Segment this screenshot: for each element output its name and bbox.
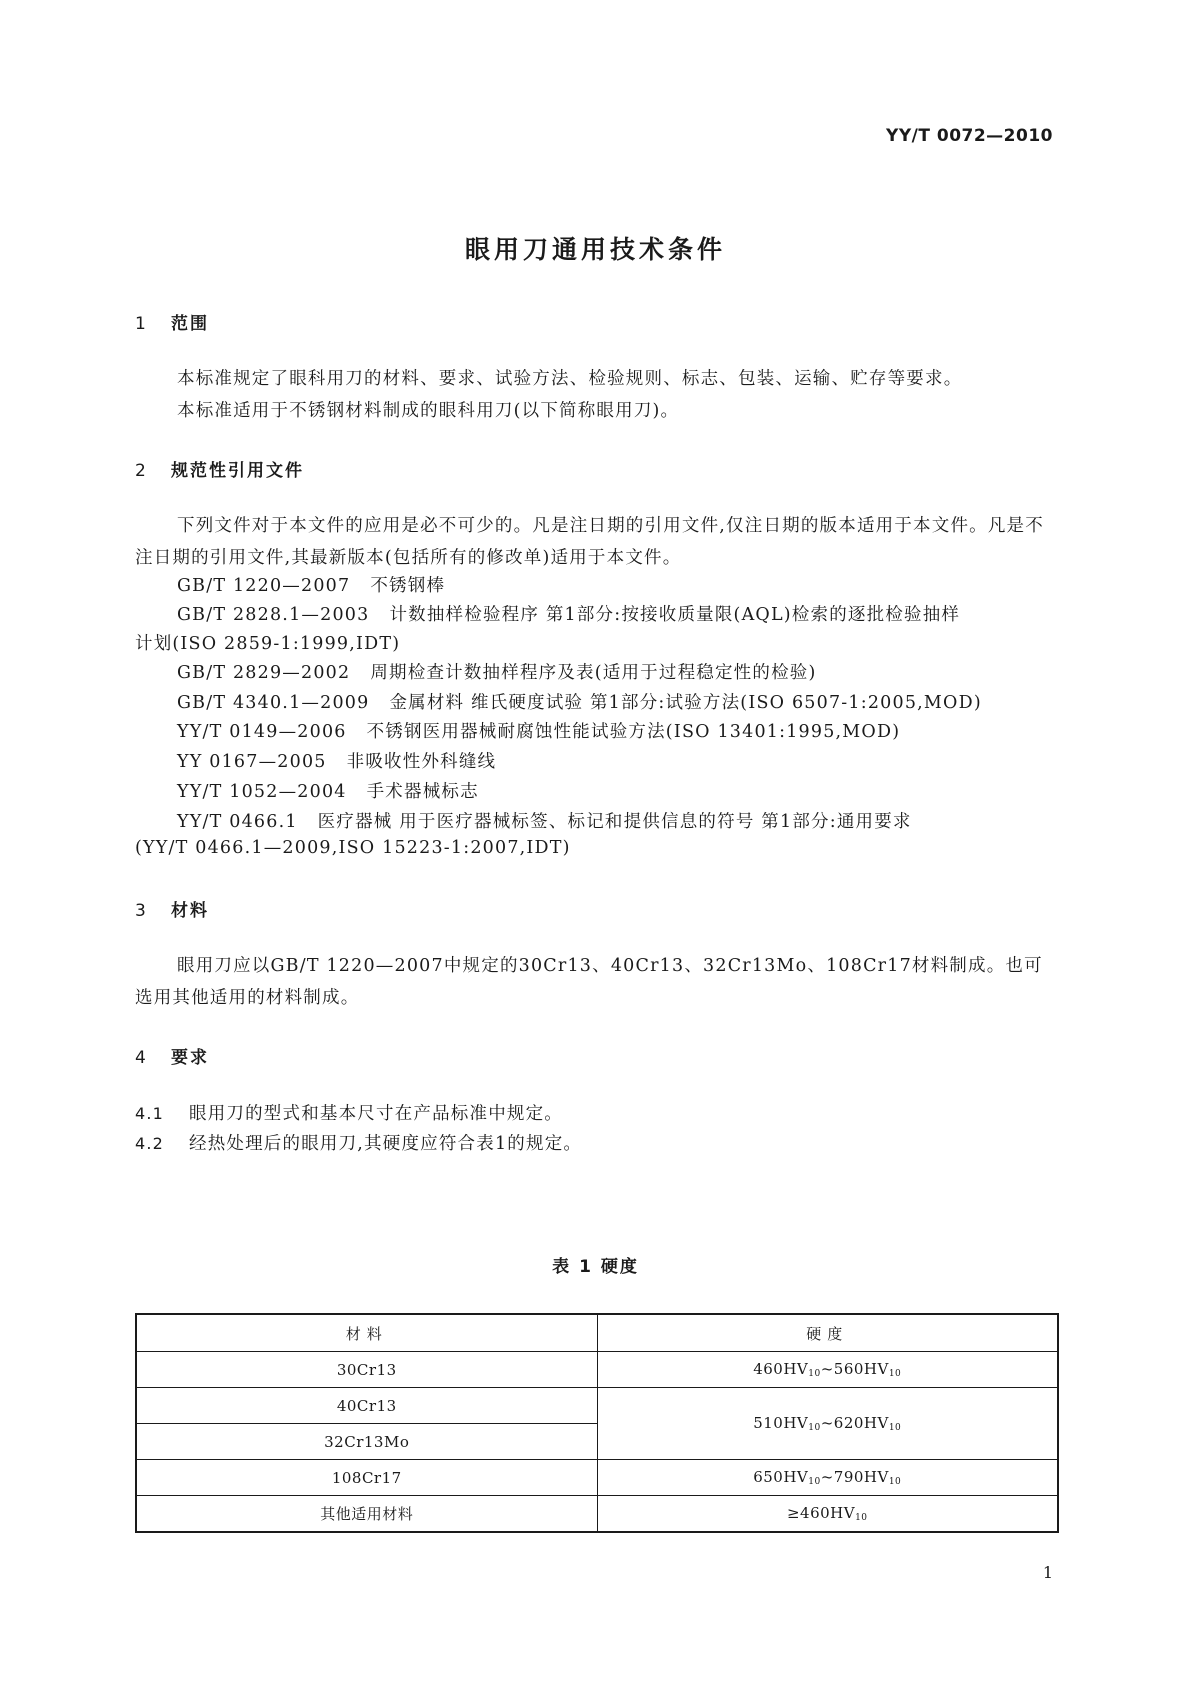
material-cell: 32Cr13Mo	[136, 1424, 597, 1460]
table-row	[136, 1352, 1058, 1388]
reference-code: YY/T 0466.1	[177, 812, 298, 832]
reference-title: 非吸收性外科缝线	[346, 752, 497, 772]
reference-code: YY/T 1052—2004	[177, 782, 347, 802]
material-cell: 其他适用材料	[136, 1496, 597, 1533]
document-title: 眼用刀通用技术条件	[464, 235, 726, 264]
reference-title: 计数抽样检验程序 第1部分:按接收质量限(AQL)检索的逐批检验抽样	[389, 605, 961, 625]
clause-number: 4.2	[135, 1134, 165, 1153]
reference-title: 医疗器械 用于医疗器械标签、标记和提供信息的符号 第1部分:通用要求	[317, 812, 912, 832]
table-title: 表 1 硬度	[552, 1257, 639, 1277]
standard-code: YY/T 0072—2010	[886, 126, 1053, 146]
reference-title: 不锈钢医用器械耐腐蚀性能试验方法(ISO 13401:1995,MOD)	[366, 722, 901, 742]
hardness-cell: $510HV_{10}\sim 620HV_{10}$	[597, 1388, 1058, 1460]
references-intro: 下列文件对于本文件的应用是必不可少的。凡是注日期的引用文件,仅注日期的版本适用于本文件。凡是不注日期的引用文件,其最新版本(包括所有的修改单)适用于本文件。	[135, 516, 1044, 568]
clause-number: 4.1	[135, 1104, 165, 1123]
section-number: 3	[135, 901, 148, 921]
section-title: 规范性引用文件	[171, 461, 304, 481]
reference-item	[177, 808, 912, 833]
material-cell: 30Cr13	[136, 1352, 597, 1388]
material-cell: 40Cr13	[136, 1388, 597, 1424]
reference-continuation: (YY/T 0466.1—2009,ISO 15223-1:2007,IDT)	[135, 838, 571, 858]
reference-title: 不锈钢棒	[370, 576, 446, 596]
material-cell: 108Cr17	[136, 1460, 597, 1496]
reference-code: GB/T 2828.1—2003	[177, 605, 370, 625]
hardness-table	[135, 1313, 1059, 1533]
reference-title: 金属材料 维氏硬度试验 第1部分:试验方法(ISO 6507-1:2005,MOD)	[389, 693, 982, 713]
section-number: 1	[135, 314, 148, 334]
reference-item	[177, 778, 479, 803]
scope-paragraph-2: 本标准适用于不锈钢材料制成的眼科用刀(以下简称眼用刀)。	[177, 401, 680, 421]
section-4-heading	[135, 1043, 209, 1068]
clause-4-1	[135, 1100, 563, 1125]
section-number: 4	[135, 1048, 148, 1068]
header-material: 材料	[136, 1314, 597, 1352]
section-title: 范围	[171, 314, 209, 334]
table-row	[136, 1388, 1058, 1424]
materials-paragraph: 眼用刀应以GB/T 1220—2007中规定的30Cr13、40Cr13、32Cr13Mo、108Cr17材料制成。也可选用其他适用的材料制成。	[135, 956, 1043, 1008]
reference-item	[177, 601, 960, 626]
reference-item	[177, 689, 982, 714]
reference-code: GB/T 4340.1—2009	[177, 693, 370, 713]
reference-item	[177, 572, 445, 597]
hardness-cell: $460HV_{10}\sim 560HV_{10}$	[597, 1352, 1058, 1388]
table-row	[136, 1460, 1058, 1496]
section-number: 2	[135, 461, 148, 481]
section-2-heading	[135, 456, 304, 481]
clause-text: 经热处理后的眼用刀,其硬度应符合表1的规定。	[189, 1134, 583, 1154]
hardness-cell: $\ge 460HV_{10}$	[597, 1496, 1058, 1533]
header-hardness: 硬度	[597, 1314, 1058, 1352]
reference-code: GB/T 2829—2002	[177, 663, 351, 683]
clause-text: 眼用刀的型式和基本尺寸在产品标准中规定。	[189, 1104, 563, 1124]
scope-paragraph-1: 本标准规定了眼科用刀的材料、要求、试验方法、检验规则、标志、包装、运输、贮存等要求。	[177, 369, 963, 389]
reference-item	[177, 718, 900, 743]
clause-4-2	[135, 1130, 582, 1155]
page-number: 1	[1042, 1563, 1053, 1582]
section-title: 要求	[171, 1048, 209, 1068]
section-3-heading	[135, 896, 209, 921]
section-1-heading	[135, 309, 209, 334]
section-title: 材料	[171, 901, 209, 921]
reference-code: YY/T 0149—2006	[177, 722, 347, 742]
table-header-row	[136, 1314, 1058, 1352]
reference-continuation: 计划(ISO 2859-1:1999,IDT)	[135, 634, 401, 654]
hardness-cell: $650HV_{10}\sim 790HV_{10}$	[597, 1460, 1058, 1496]
reference-title: 周期检查计数抽样程序及表(适用于过程稳定性的检验)	[370, 663, 817, 683]
table-row	[136, 1496, 1058, 1533]
reference-code: YY 0167—2005	[177, 752, 327, 772]
reference-code: GB/T 1220—2007	[177, 576, 351, 596]
reference-item	[177, 748, 496, 773]
reference-item	[177, 659, 817, 684]
reference-title: 手术器械标志	[366, 782, 479, 802]
